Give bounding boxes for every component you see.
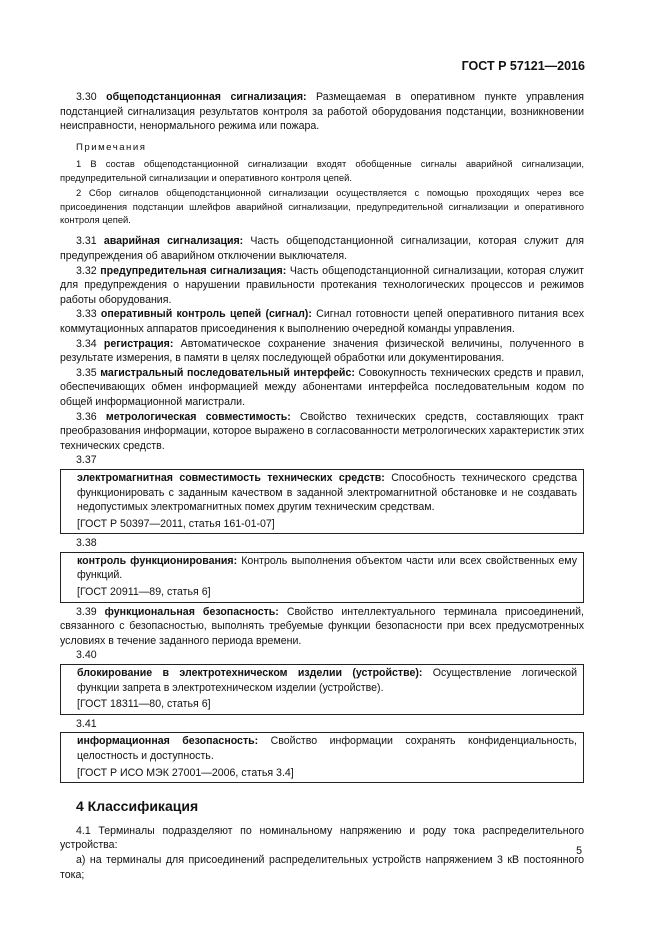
term-3-35 — [60, 366, 584, 410]
term-number-3-38: 3.38 — [76, 537, 97, 550]
term-definition: Автоматическое сохранение значения физической величины, полученного в результате измерения, в памяти в целях последующей обработки или документирования. — [60, 337, 584, 365]
term-box-3-37 — [60, 469, 584, 534]
term-number: 3.36 — [76, 410, 97, 423]
term-name: регистрация: — [103, 337, 174, 350]
term-3-38 — [77, 554, 577, 583]
term-name: аварийная сигнализация: — [103, 235, 244, 248]
term-name: функциональная безопасность: — [104, 605, 279, 618]
term-name: магистральный последовательный интерфейс: — [100, 366, 355, 379]
term-definition: Свойство информации сохранять конфиденциальность, целостность и доступность. — [77, 735, 577, 762]
term-3-39 — [60, 605, 584, 649]
term-3-37 — [77, 471, 577, 515]
term-3-41 — [77, 734, 577, 763]
term-3-31 — [60, 234, 584, 263]
term-name: оперативный контроль цепей (сигнал): — [100, 308, 312, 321]
term-3-33 — [60, 307, 584, 336]
term-name: предупредительная сигнализация: — [100, 264, 287, 277]
term-3-30 — [60, 90, 584, 134]
term-name: электромагнитная совместимость технических средств: — [77, 471, 385, 484]
page-number: 5 — [576, 845, 582, 857]
term-definition: Способность технического средства функционировать с заданным качеством в заданной электромагнитной обстановке и не создавать недопустимых электромагнитных помех другим техническим средствам. — [77, 471, 577, 514]
term-number: 3.39 — [76, 605, 97, 618]
term-number: 3.32 — [76, 264, 97, 277]
term-definition: Свойство интеллектуального терминала присоединений, связанного с безопасностью, выполнять требуемые функции безопасности при всех предусмотренных условиях в течение заданного периода времени. — [60, 605, 584, 647]
term-name: блокирование в электротехническом изделии (устройстве): — [77, 667, 423, 680]
term-definition: Осуществление логической функции запрета в электротехническом изделии (устройстве). — [77, 667, 577, 694]
term-definition: Часть общеподстанционной сигнализации, которая служит для предупреждения о нарушении правильности протекания технологических процессов и режимов работы оборудования. — [60, 264, 584, 306]
term-name: контроль функционирования: — [77, 554, 238, 567]
term-3-34 — [60, 337, 584, 366]
term-3-32 — [60, 264, 584, 308]
term-number: 3.35 — [76, 366, 97, 379]
term-definition: Сигнал готовности цепей оперативного питания всех коммутационных аппаратов присоединения к выполнению очередной команды управления. — [60, 308, 584, 335]
notes-title: Примечания — [76, 141, 147, 153]
term-definition: Размещаемая в оперативном пункте управления подстанцией сигнализация результатов контроля за работой оборудования подстанции, возникновении неисправности, ненормального режима или пожара. — [60, 91, 584, 133]
term-box-3-41 — [60, 732, 584, 783]
term-name: общеподстанционная сигнализация: — [106, 91, 307, 103]
term-reference: [ГОСТ 20911—89, статья 6] — [77, 586, 211, 599]
term-name: метрологическая совместимость: — [105, 410, 291, 423]
term-box-3-40 — [60, 664, 584, 715]
term-definition: Совокупность технических средств и правил, обеспечивающих обмен информацией между абонентами интерфейса последовательным кодом по общей информационной магистрали. — [60, 366, 584, 408]
clause-4-1-a: а) на терминалы для присоединений распределительных устройств напряжением 3 кВ постоянного тока; — [60, 853, 584, 881]
term-box-3-38 — [60, 552, 584, 603]
term-name: информационная безопасность: — [77, 735, 259, 748]
standard-code: ГОСТ Р 57121—2016 — [461, 59, 585, 73]
term-reference: [ГОСТ Р 50397—2011, статья 161-01-07] — [77, 517, 275, 530]
term-reference: [ГОСТ 18311—80, статья 6] — [77, 698, 211, 711]
term-reference: [ГОСТ Р ИСО МЭК 27001—2006, статья 3.4] — [77, 766, 294, 779]
term-definition: Контроль выполнения объектом части или всех свойственных ему функций. — [77, 554, 577, 582]
term-number-3-40: 3.40 — [76, 649, 97, 662]
term-number-3-37: 3.37 — [76, 454, 97, 467]
term-3-40 — [77, 666, 577, 695]
term-number-3-41: 3.41 — [76, 717, 97, 730]
term-3-36 — [60, 410, 584, 454]
term-number: 3.34 — [76, 337, 97, 350]
document-body — [60, 90, 584, 882]
term-number: 3.33 — [76, 308, 97, 321]
term-number: 3.30 — [76, 91, 97, 103]
term-definition: Часть общеподстанционной сигнализации, которая служит для предупреждения об аварийном отключении выключателя. — [60, 235, 584, 262]
term-definition: Свойство технических средств, составляющих тракт преобразования информации, которое выражено в согласованности метрологических характеристик этих технических средств. — [60, 410, 584, 452]
clause-4-1: 4.1 Терминалы подразделяют по номинальному напряжению и роду тока распределительного устройства: — [60, 824, 584, 852]
note-2: 2 Сбор сигналов общеподстанционной сигнализации осуществляется с помощью проходящих через все присоединения подстанции шлейфов аварийной сигнализации, предупредительной сигнализации и оперативного контроля цепей. — [60, 187, 584, 225]
note-1: 1 В состав общеподстанционной сигнализации входят обобщенные сигналы аварийной сигнализации, предупредительной сигнализации и оперативного контроля цепей. — [60, 158, 584, 183]
term-number: 3.31 — [76, 235, 97, 248]
section-heading: 4 Классификация — [76, 798, 199, 815]
